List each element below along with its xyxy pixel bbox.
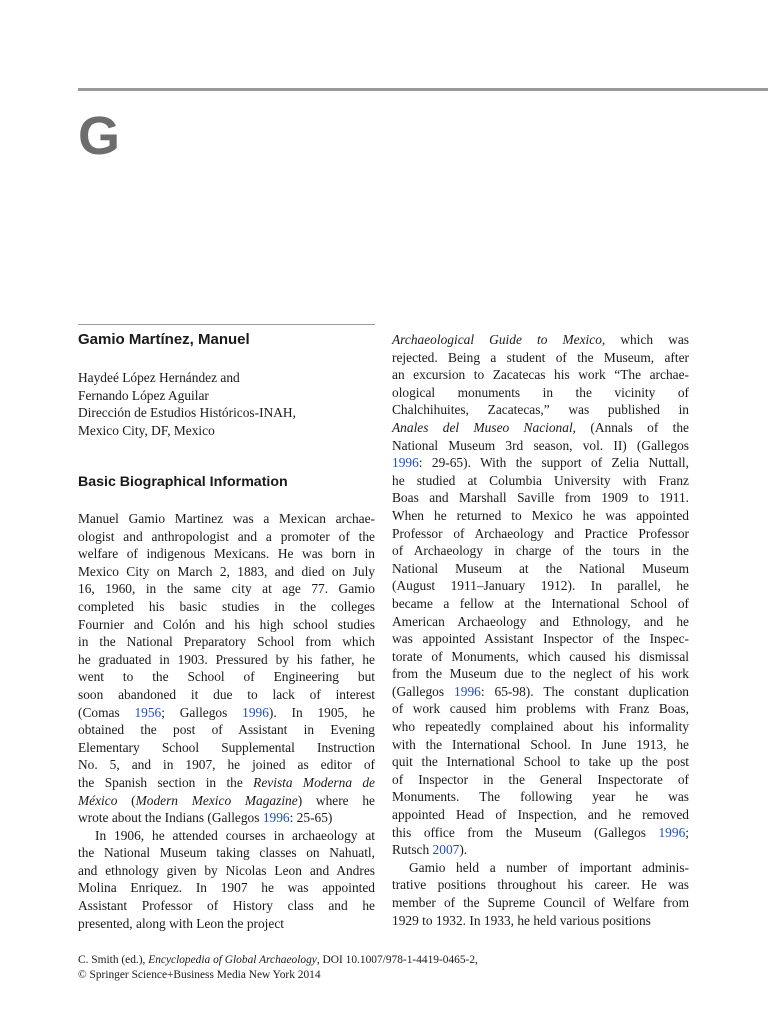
text-line [392,876,689,894]
text-run: quit the International School to take up the post [392,754,689,770]
entry-title: Gamio Martínez, Manuel [78,331,250,348]
text-run: of Archaeology in charge of the tours in the [392,543,689,559]
text-run: Chalchihuites, Zacatecas,” was published in [392,402,689,418]
text-line [78,809,375,827]
citation-link[interactable]: 1996 [454,683,481,699]
text-run: obtained the post of Assistant in Evening [78,722,375,738]
text-line [392,824,689,842]
text-run: completed his basic studies in the colleges [78,598,375,614]
text-run: ; [685,824,689,840]
text-run: ) where he [297,792,375,808]
text-line [78,563,375,581]
text-run: ). [459,842,468,858]
text-line [392,736,689,754]
text-line [392,700,689,718]
author-line: Fernando López Aguilar [78,387,209,403]
text-run: Gamio held a number of important adminis- [409,859,689,875]
text-line [392,384,689,402]
text-run: welfare of indigenous Mexicans. He was born in [78,546,375,562]
text-run: wrote about the Indians (Gallegos [78,810,263,826]
text-line [78,686,375,704]
text-run: National Museum 3rd season, vol. II) (Gallegos [392,437,689,453]
text-line [78,827,375,845]
text-line [392,894,689,912]
text-run: No. 5, and in 1907, he joined as editor of [78,757,375,773]
text-run: National Museum at the National Museum [392,560,689,576]
text-line [78,510,375,528]
text-line [78,862,375,880]
text-run: Rutsch [392,842,433,858]
text-run: he graduated in 1903. Pressured by his father, he [78,651,375,667]
text-run: ; Gallegos [161,704,243,720]
italic-title: Anales del Museo Nacional [392,419,573,435]
italic-title: Modern Mexico Magazine [135,792,298,808]
citation-link[interactable]: 1996 [262,810,290,826]
text-line [392,665,689,683]
citation-link[interactable]: 1996 [242,704,269,720]
footer-doi: , DOI 10.1007/978-1-4419-0465-2, [316,954,478,966]
text-line [78,704,375,722]
text-line [392,912,689,930]
text-run: ologist and anthropologist and a promoter of the [78,528,375,544]
affiliation-line: Dirección de Estudios Históricos-INAH, [78,405,296,421]
text-run: Molina Enriquez. In 1907 he was appointed [78,880,375,896]
text-line [392,577,689,595]
text-line [392,560,689,578]
text-run: Elementary School Supplemental Instruction [78,739,375,755]
text-run: 1929 to 1932. In 1933, he held various positions [392,912,651,928]
text-line [392,419,689,437]
text-run: rejected. Being a student of the Museum, after [392,349,689,365]
text-line [78,598,375,616]
footer-book-title: Encyclopedia of Global Archaeology [148,954,317,966]
text-run: he studied at Columbia University with Franz [392,472,689,488]
text-run: Fournier and Colón and his high school studies [78,616,375,632]
text-line [78,668,375,686]
text-run: of Inspector in the General Inspectorate of [392,771,689,787]
text-line [392,542,689,560]
text-run: Monuments. The following year he was [392,789,689,805]
text-line [78,651,375,669]
text-line [392,366,689,384]
italic-title: México [78,792,118,808]
section-letter: G [78,106,120,166]
footer-copyright: © Springer Science+Business Media New York 2014 [78,969,321,981]
text-run: torate of Monuments, which caused his dismissal [392,648,689,664]
text-line [78,792,375,810]
footer-citation [78,953,478,983]
author-block [78,369,378,439]
citation-link[interactable]: 1996 [392,455,419,471]
text-line [392,648,689,666]
entry-rule [78,324,375,325]
text-line [78,879,375,897]
text-line [392,349,689,367]
text-line [78,580,375,598]
text-run: Mexico City on March 2, 1883, and died on July [78,563,375,579]
text-run: American Archaeology and Ethnology, and he [392,613,689,629]
text-run: appointed Head of Inspection, and he removed [392,807,689,823]
text-run: the National Museum taking classes on Nahuatl, [78,845,375,861]
text-line [392,630,689,648]
text-run: (August 1911–January 1912). In parallel, he [392,578,689,594]
text-line [392,613,689,631]
text-run: an excursion to Zacatecas his work “The archae- [392,367,689,383]
text-run: soon abandoned it due to lack of interest [78,686,375,702]
text-run: presented, along with Leon the project [78,915,284,931]
text-line [392,437,689,455]
text-run: Assistant Professor of History class and he [78,898,375,914]
text-line [392,753,689,771]
text-run: was appointed Assistant Inspector of the Inspec- [392,631,689,647]
right-text-column [392,331,689,929]
text-line [392,718,689,736]
affiliation-line: Mexico City, DF, Mexico [78,422,215,438]
text-line [78,721,375,739]
text-line [392,507,689,525]
section-heading: Basic Biographical Information [78,474,288,490]
text-run: from the Museum due to the neglect of his work [392,666,689,682]
citation-link[interactable]: 2007 [432,842,460,858]
text-run: member of the Supreme Council of Welfare from [392,895,689,910]
text-run: In 1906, he attended courses in archaeology at [95,827,375,843]
text-line [392,454,689,472]
text-line [78,774,375,792]
text-line [392,595,689,613]
text-run: of work caused him problems with Franz Boas, [392,701,689,717]
text-line [78,915,375,933]
text-run: (Gallegos [392,683,455,699]
text-run: (Comas [78,704,135,720]
text-run: ological monuments in the vicinity of [392,384,689,400]
italic-title: Archaeological Guide to Mexico [392,332,602,347]
text-line [392,401,689,419]
text-run: Manuel Gamio Martinez was a Mexican archae- [78,511,375,526]
text-run: and ethnology given by Nicolas Leon and Andres [78,862,375,878]
text-line [78,528,375,546]
text-run: 16, 1960, in the same city at age 77. Gamio [78,581,375,597]
text-run: : 65-98). The constant duplication [480,683,689,699]
text-run: went to the School of Engineering but [78,669,375,685]
text-line [392,472,689,490]
author-line: Haydeé López Hernández and [78,370,240,385]
text-run: , which was [601,332,690,347]
text-run: with the International School. In June 1913, he [392,736,689,752]
text-line [78,897,375,915]
footer-line-1 [78,953,478,968]
text-run: in the National Preparatory School from which [78,634,375,650]
text-line [392,683,689,701]
text-line [78,844,375,862]
citation-link[interactable]: 1996 [658,824,686,840]
text-run: Professor of Archaeology and Practice Professor [392,525,689,541]
italic-title: Revista Moderna de [253,774,375,790]
text-run: When he returned to Mexico he was appointed [392,507,689,523]
text-run: who repeatedly complained about his informality [392,719,689,735]
text-run: : 29-65). With the support of Zelia Nuttall, [418,455,689,471]
text-run: the Spanish section in the [78,774,254,790]
text-line [392,788,689,806]
text-run: trative positions throughout his career. He was [392,877,689,893]
text-line [78,616,375,634]
text-line [78,633,375,651]
text-run: ). In 1905, he [268,704,375,720]
text-line [78,756,375,774]
text-run: became a fellow at the International School of [392,595,689,611]
text-line [392,525,689,543]
text-line [392,771,689,789]
text-line [392,841,689,859]
text-line [392,859,689,877]
text-line [78,739,375,757]
text-line [392,331,689,349]
citation-link[interactable]: 1956 [134,704,162,720]
text-run: , (Annals of the [572,419,689,435]
text-line [392,489,689,507]
top-rule [78,88,768,91]
footer-prefix: C. Smith (ed.), [78,954,149,966]
text-run: Boas and Marshall Saville from 1909 to 1911. [392,490,689,506]
text-line [392,806,689,824]
text-run: : 25-65) [289,810,333,826]
text-run: ( [117,792,136,808]
text-line [78,545,375,563]
text-run: this office from the Museum (Gallegos [392,824,659,840]
left-text-column [78,510,375,932]
